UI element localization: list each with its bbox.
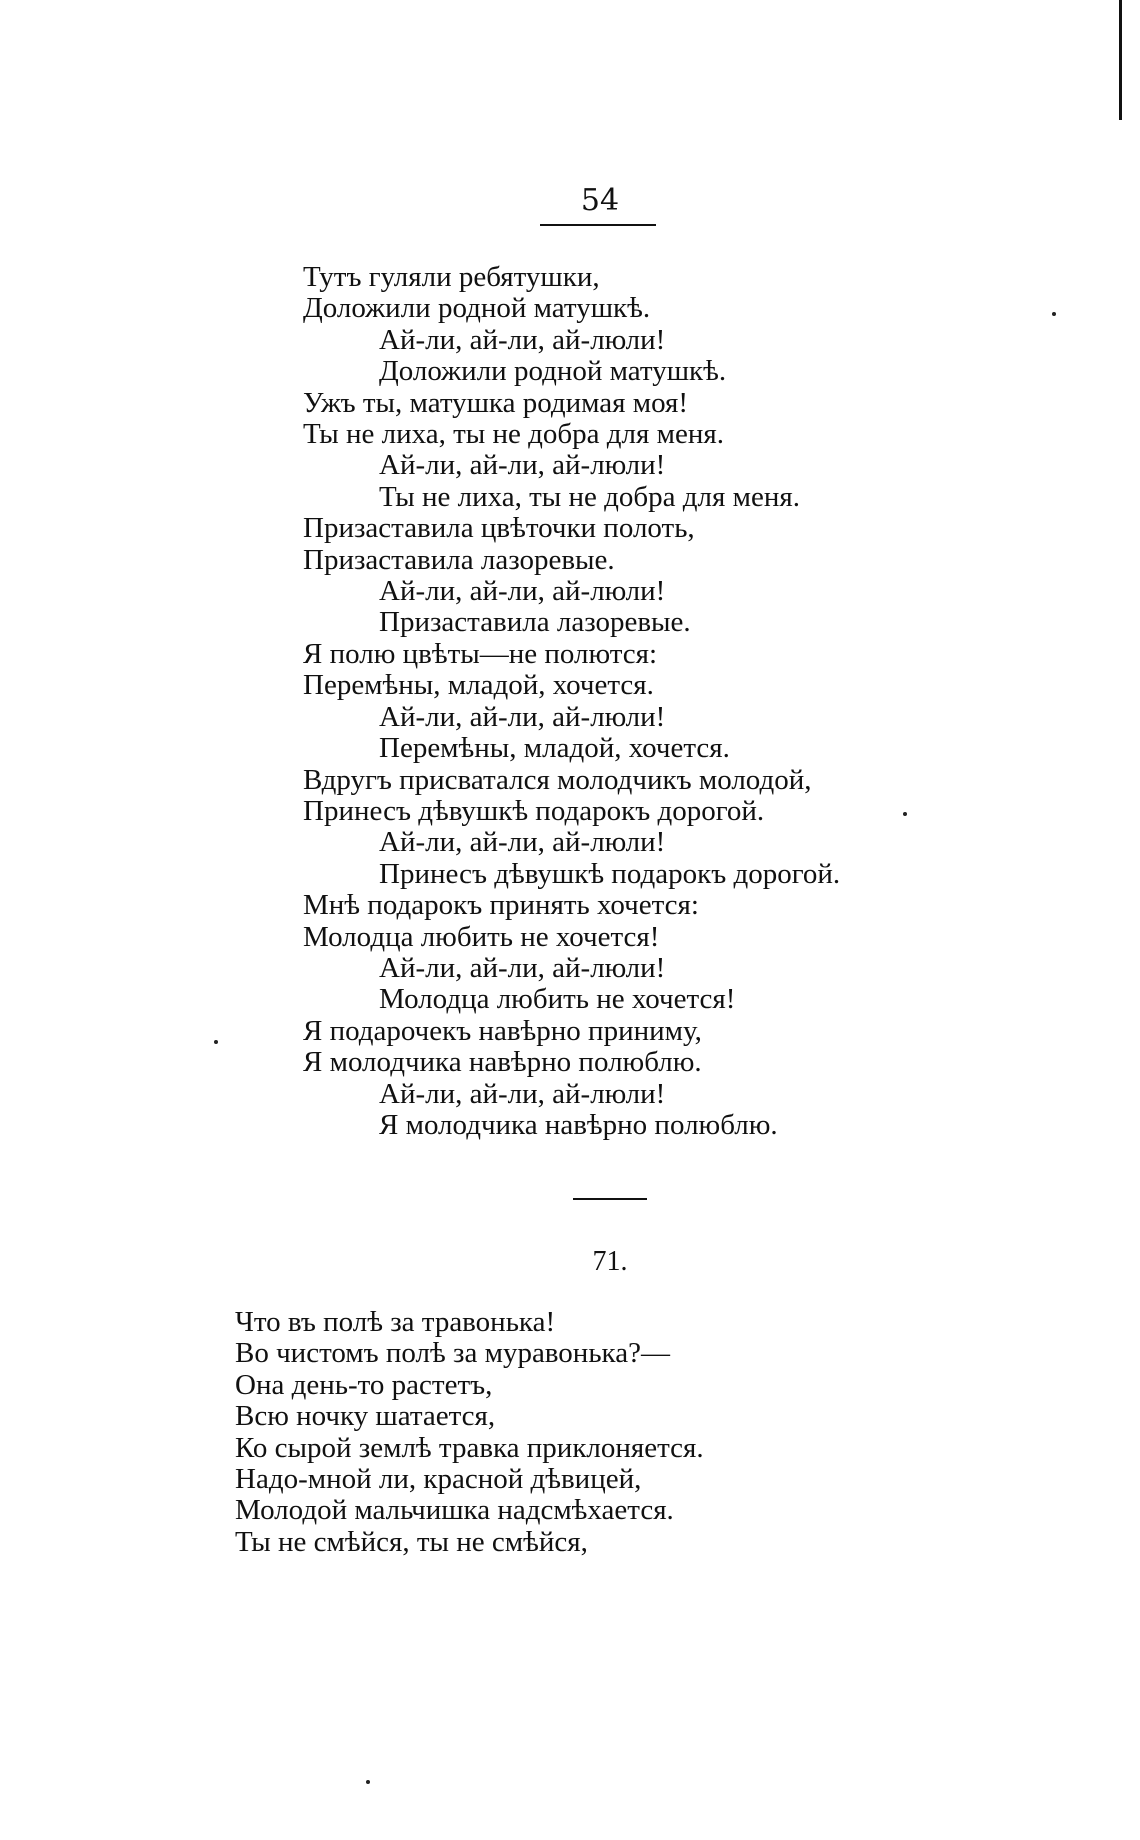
poem-line: Призаставила лазоревые.: [379, 606, 691, 639]
poem-line: Перемѣны, младой, хочется.: [303, 669, 654, 702]
poem-line: Молодой мальчишка надсмѣхается.: [235, 1494, 674, 1527]
poem-line: Я молодчика навѣрно полюблю.: [303, 1046, 702, 1079]
poem-line: Доложили родной матушкѣ.: [303, 292, 651, 325]
poem-line: Ай-ли, ай-ли, ай-люли!: [379, 826, 666, 859]
poem-line: Молодца любить не хочется!: [303, 920, 660, 953]
poem-line: Я подарочекъ навѣрно приниму,: [303, 1014, 702, 1047]
poem-line: Всю ночку шатается,: [235, 1400, 496, 1433]
page-number-rule: [540, 224, 656, 226]
poem-line: Ко сырой землѣ травка приклоняется.: [235, 1431, 704, 1464]
poem-line: Ай-ли, ай-ли, ай-люли!: [379, 449, 666, 482]
poem-line: Я полю цвѣты—не полются:: [303, 637, 658, 670]
poem-line: Ужъ ты, матушка родимая моя!: [303, 386, 689, 419]
poem-line: Надо-мной ли, красной дѣвицей,: [235, 1463, 642, 1496]
poem-line: Ай-ли, ай-ли, ай-люли!: [379, 575, 666, 608]
poem-line: Ты не смѣйся, ты не смѣйся,: [235, 1525, 588, 1558]
poem-line: Вдругъ присватался молодчикъ молодой,: [303, 763, 812, 796]
print-speck: [1052, 312, 1056, 316]
poem-line: Принесъ дѣвушкѣ подарокъ дорогой.: [303, 794, 765, 827]
section-separator: [573, 1198, 647, 1200]
print-speck: [903, 812, 907, 816]
poem-line: Ты не лиха, ты не добра для меня.: [379, 480, 800, 513]
print-speck: [214, 1040, 218, 1044]
poem-line: Перемѣны, младой, хочется.: [379, 732, 730, 765]
poem-line: Ай-ли, ай-ли, ай-люли!: [379, 951, 666, 984]
poem-line: Во чистомъ полѣ за муравонька?—: [235, 1337, 670, 1370]
poem-line: Тутъ гуляли ребятушки,: [303, 261, 600, 293]
poem-line: Призаставила лазоревые.: [303, 543, 615, 576]
poem-number: 71.: [592, 1246, 628, 1277]
poem-line: Ай-ли, ай-ли, ай-люли!: [379, 1077, 666, 1110]
poem-line: Доложили родной матушкѣ.: [379, 355, 727, 388]
poem-line: Она день-то растетъ,: [235, 1368, 493, 1401]
page-number: 54: [580, 183, 620, 218]
poem-line: Ай-ли, ай-ли, ай-люли!: [379, 323, 666, 356]
poem-line: Мнѣ подарокъ принять хочется:: [303, 889, 699, 922]
poem-line: Ай-ли, ай-ли, ай-люли!: [379, 700, 666, 733]
poem-line: Что въ полѣ за травонька!: [235, 1306, 556, 1338]
poem-line: Принесъ дѣвушкѣ подарокъ дорогой.: [379, 857, 841, 890]
poem-stanza-list: [303, 262, 840, 1141]
page-edge-line: [1119, 0, 1122, 120]
print-speck: [366, 1780, 370, 1784]
poem-line: Ты не лиха, ты не добра для меня.: [303, 418, 724, 451]
poem-line: Молодца любить не хочется!: [379, 983, 736, 1016]
poem-2-lines: [235, 1307, 704, 1558]
poem-line: Я молодчика навѣрно полюблю.: [379, 1108, 778, 1141]
poem-line: Призаставила цвѣточки полоть,: [303, 512, 695, 545]
